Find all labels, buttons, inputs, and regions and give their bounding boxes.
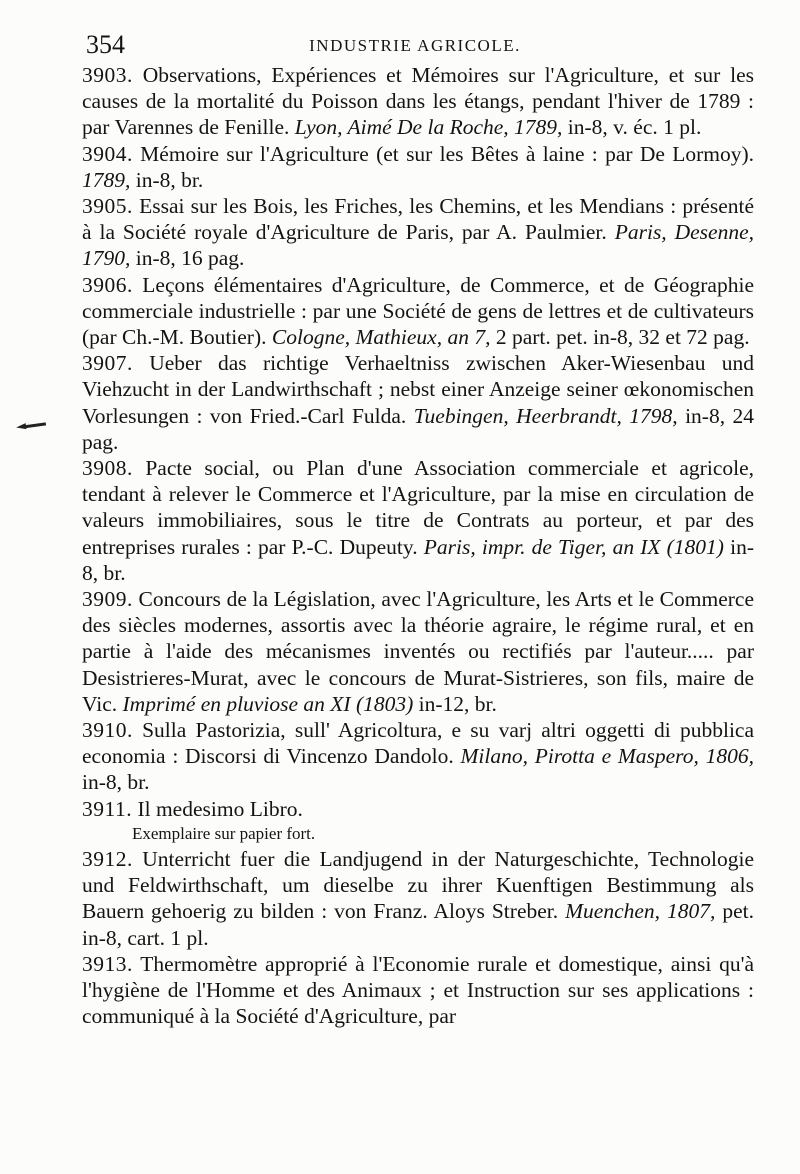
entry-imprint: Paris, impr. de Tiger, an IX (1801) (423, 534, 724, 559)
entry-3905 (82, 193, 754, 272)
page-header (70, 30, 760, 66)
entry-3904 (82, 141, 754, 193)
entry-number: 3908. (82, 456, 133, 481)
entry-3903 (82, 62, 754, 141)
entry-note: Exemplaire sur papier fort. (132, 823, 316, 843)
entry-tail: in-8, 16 pag. (135, 246, 245, 271)
entry-text: Essai sur les Bois, les Friches, les Chemins, et les Mendians : présenté à la Société royale d'Agriculture de Paris, par A. Paulmier. (82, 194, 755, 245)
entry-text: Leçons élémentaires d'Agriculture, de Commerce, et de Géographie commerciale industrielle : par une Société de gens de lettres et de cultivateurs (par Ch.-M. Boutier). (82, 272, 754, 350)
entry-text: Mémoire sur l'Agriculture (et sur les Bêtes à laine : par De Lormoy). (140, 141, 754, 166)
entry-number: 3905. (82, 194, 133, 219)
entry-number: 3910. (82, 718, 133, 743)
entry-3910 (82, 717, 754, 796)
entry-imprint: Milano, Pirotta e Maspero, 1806, (460, 744, 754, 769)
entry-imprint: 1789, (82, 167, 131, 192)
entry-imprint: Muenchen, 1807, (565, 899, 716, 924)
entry-3907 (82, 350, 754, 455)
entry-imprint: Lyon, Aimé De la Roche, 1789, (294, 115, 563, 140)
entry-tail: in-8, br. (135, 167, 204, 192)
entry-number: 3913. (82, 951, 133, 976)
entry-3908 (82, 455, 754, 586)
entry-text: Pacte social, ou Plan d'une Association commerciale et agricole, tendant à relever le Commerce et l'Agriculture, par la mise en circulation de valeurs immobiliaires, sous le titre de Contrats au porteur, et par des entreprises rurales : par P.-C. Dupeuty. (82, 456, 754, 559)
entry-imprint: Tuebingen, Heerbrandt, 1798, (413, 403, 678, 428)
entry-3911 (82, 796, 754, 846)
entry-imprint: Imprimé en pluviose an XI (1803) (122, 691, 414, 716)
entry-imprint: Cologne, Mathieux, an 7, (271, 325, 491, 350)
entry-tail: in-12, br. (418, 691, 497, 716)
entry-number: 3911. (82, 796, 133, 821)
entry-3906 (82, 272, 754, 351)
entry-text: Thermomètre approprié à l'Economie rurale et domestique, ainsi qu'à l'hygiène de l'Homme et des Animaux ; et Instruction sur ses applications : communiqué à la Société d'Agriculture, par (82, 951, 754, 1029)
catalogue-entries (82, 62, 754, 1029)
entry-tail: pet. in-8, cart. 1 pl. (82, 899, 755, 950)
entry-3912 (82, 846, 754, 951)
entry-text: Concours de la Législation, avec l'Agriculture, les Arts et le Commerce des siècles modernes, assortis avec la théorie agraire, le régime rural, et en partie à l'aide des mécanismes inventés ou rectifiés par l'auteur..... par Desistrieres-Murat, avec le concours de Murat-Sistrieres, son fils, maire de Vic. (82, 587, 754, 716)
entry-text: Il medesimo Libro. (137, 796, 303, 821)
entry-number: 3903. (82, 63, 133, 87)
entry-tail: in-8, br. (82, 534, 754, 585)
entry-imprint: Paris, Desenne, 1790, (82, 220, 755, 271)
entry-text: Unterricht fuer die Landjugend in der Naturgeschichte, Technologie und Feldwirthschaft, um dieselbe zu ihrer Kuenftigen Bestimmung als Bauern gehoerig zu bilden : von Franz. Aloys Streber. (82, 846, 755, 924)
entry-text: Observations, Expériences et Mémoires sur l'Agriculture, et sur les causes de la mortalité du Poisson dans les étangs, pendant l'hiver de 1789 : par Varennes de Fenille. (82, 63, 754, 140)
entry-number: 3912. (82, 846, 133, 871)
margin-pointer-mark (22, 422, 46, 428)
entry-3909 (82, 586, 754, 717)
page-number: 354 (86, 30, 125, 59)
entry-number: 3909. (82, 587, 133, 612)
entry-3913 (82, 951, 754, 1030)
entry-tail: in-8, 24 pag. (82, 403, 755, 454)
entry-number: 3906. (82, 272, 133, 297)
entry-text: Ueber das richtige Verhaeltniss zwischen Aker-Wiesenbau und Viehzucht in der Landwirthschaft ; nebst einer Anzeige seiner œkonomischen Vorlesungen : von Fried.-Carl Fulda. (82, 351, 754, 428)
running-title: INDUSTRIE AGRICOLE. (309, 36, 521, 55)
entry-number: 3907. (82, 351, 133, 376)
entry-tail: in-8, v. éc. 1 pl. (567, 115, 702, 140)
entry-number: 3904. (82, 141, 133, 166)
entry-tail: 2 part. pet. in-8, 32 et 72 pag. (495, 325, 750, 350)
entry-text: Sulla Pastorizia, sull' Agricoltura, e su varj altri oggetti di pubblica economia : Discorsi di Vincenzo Dandolo. (82, 718, 754, 769)
entry-tail: in-8, br. (82, 770, 150, 795)
